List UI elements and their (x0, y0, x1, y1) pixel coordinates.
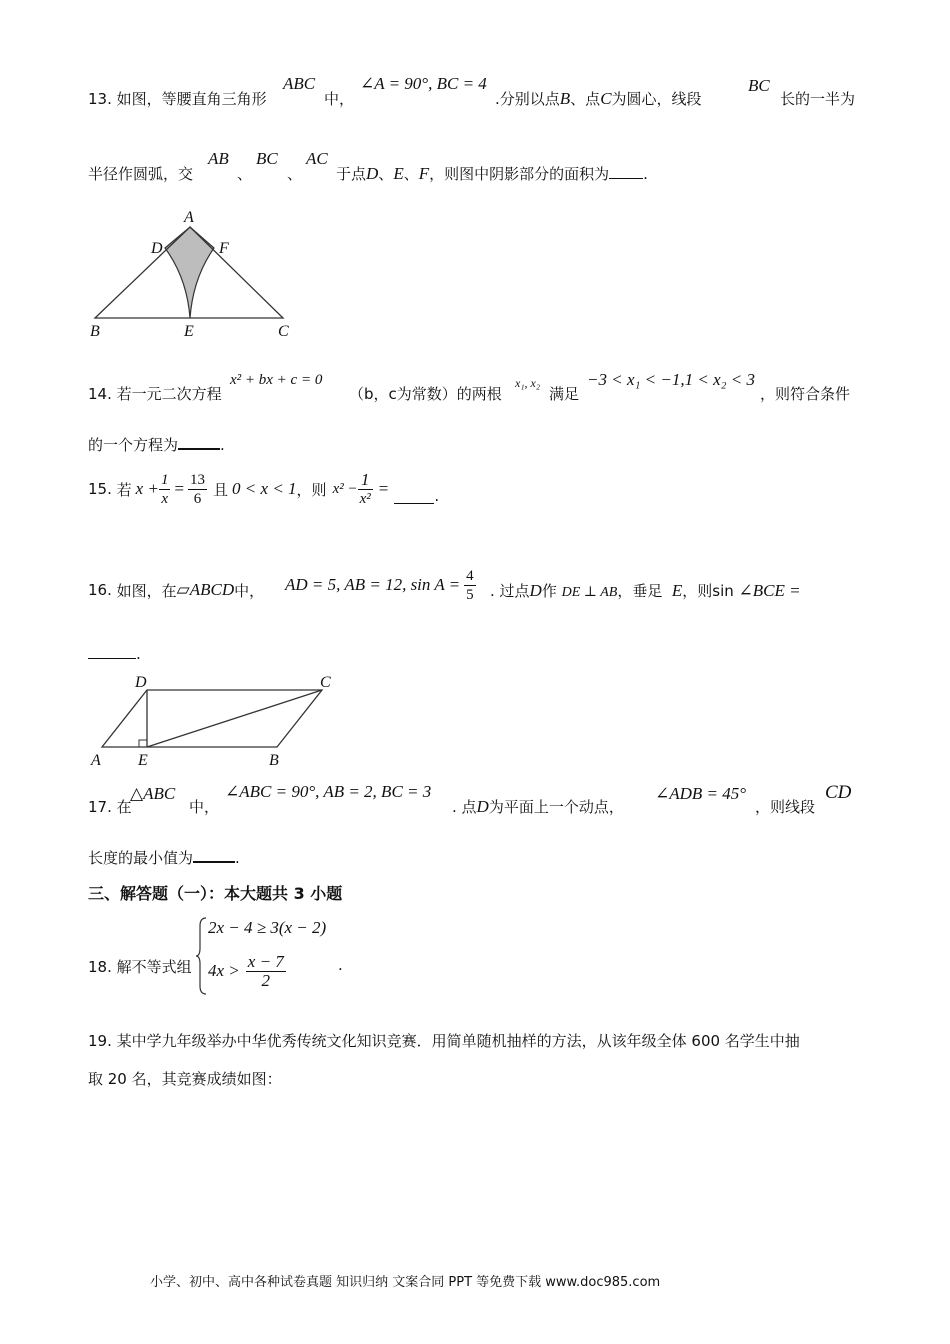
q13-condition: ∠A = 90°, BC = 4 (360, 74, 487, 93)
q13-text: 如图，等腰直角三角形 (116, 90, 267, 108)
q18-inequality-2: 4x > $\frac{x - 7}{2}$ (208, 951, 284, 990)
label-A: A (184, 209, 194, 226)
q14-answer-blank (178, 434, 220, 450)
q16-condition: AD = 5, AB = 12, sin A = $\frac{4}{5}$ (285, 567, 474, 603)
q14-roots: x₁, x₂ (515, 376, 540, 390)
q14-line1-start: 14. 若一元二次方程 (88, 385, 222, 403)
q16-right-angle-mark (139, 740, 147, 747)
label-F: F (219, 240, 229, 257)
q15-fraction-1-over-x: $\frac{1}{x}$ (160, 471, 169, 507)
q14-text3: 满足 (549, 385, 580, 403)
q17-text3: . 点D为平面上一个动点， (452, 797, 624, 816)
q17-condition: ∠ABC = 90°, AB = 2, BC = 3 (225, 782, 432, 801)
q14-text2: （b，c为常数）的两根 (349, 385, 502, 403)
q16-line1-rest: . 过点D作 DE ⊥ AB，垂足 E，则sin ∠BCE = (490, 581, 801, 600)
q17-cd: CD (825, 782, 852, 803)
q16-figure (88, 672, 348, 772)
q13-line1 (88, 88, 267, 109)
label-A: A (91, 752, 101, 769)
label-D: D (151, 240, 163, 257)
q15-line: 15. 若 x + $\frac{1}{x}$ = $\frac{13}{6}$ 且 0 < x < 1 ，则 x² − $\frac{1}{\text{x²}}$ = . (88, 469, 440, 507)
q13-number: 13. (88, 90, 112, 108)
q13-ab: AB (208, 149, 229, 168)
q13-bc2: BC (256, 149, 278, 168)
q17-answer-blank (193, 847, 235, 863)
q16-segment-ec (147, 690, 322, 747)
section-3-heading: 三、解答题（一）：本大题共 3 小题 (88, 884, 343, 903)
q13-text2: 中， (324, 90, 355, 108)
q15-fraction-1-over-x2: $\frac{1}{\text{x²}}$ (359, 469, 371, 507)
q13-line2-rest: 于点D、E、F，则图中阴影部分的面积为 . (336, 164, 648, 183)
q13-sep1: 、 (237, 165, 253, 183)
page-footer: 小学、初中、高中各种试卷真题 知识归纳 文案合同 PPT 等免费下载 www.doc985.com (150, 1275, 661, 1290)
q14-equation: x² + bx + c = 0 (230, 372, 323, 388)
q18-brace (196, 916, 208, 996)
q16-parallelogram (102, 690, 322, 747)
q16-fraction-4-over-5: $\frac{4}{5}$ (466, 567, 474, 603)
label-D: D (135, 674, 147, 691)
q16-answer-blank (88, 644, 136, 659)
label-E: E (184, 323, 194, 340)
q19-line1: 19. 某中学九年级举办中华优秀传统文化知识竞赛．用简单随机抽样的方法，从该年级全体 600 名学生中抽 (88, 1032, 800, 1050)
q14-text4: ，则符合条件 (760, 385, 851, 403)
q13-triangle-abc: ABC (283, 74, 316, 93)
q13-ac: AC (306, 149, 328, 168)
q13-shaded-region (165, 227, 214, 318)
q18-fraction: $\frac{x - 7}{2}$ (247, 951, 284, 990)
label-C: C (278, 323, 289, 340)
q14-line2: 的一个方程为 . (88, 436, 225, 454)
q16-line2: . (88, 644, 141, 663)
q13-sep2: 、 (287, 165, 303, 183)
q17-triangle: △ABC (130, 784, 176, 803)
q16-line1: 16. 如图，在 ▱ABCD 中， (88, 580, 265, 600)
q19-line2: 取 20 名，其竞赛成绩如图： (88, 1070, 282, 1088)
q13-text3: .分别以点B、点C为圆心，线段 (495, 89, 702, 108)
q15-answer-blank (394, 489, 434, 504)
q18-inequality-1: 2x − 4 ≥ 3(x − 2) (208, 918, 327, 937)
q13-text6: 长的一半为 (780, 90, 856, 108)
q14-condition: −3 < x₁ < −1,1 < x₂ < 3 (587, 370, 755, 389)
q13-line2: 半径作圆弧，交 (88, 165, 194, 183)
label-B: B (269, 752, 279, 769)
q17-angle: ∠ADB = 45° (655, 784, 747, 803)
q13-segment-bc: BC (748, 76, 770, 95)
q17-line2: 长度的最小值为 . (88, 849, 240, 867)
q17-text2: 中， (189, 798, 220, 816)
q13-figure (85, 205, 300, 340)
q13-answer-blank (609, 164, 643, 179)
label-E: E (138, 752, 148, 769)
q18-end: . (338, 956, 343, 974)
q17-text5: ，则线段 (755, 798, 816, 816)
label-B: B (90, 323, 100, 340)
q15-fraction-13-over-6: $\frac{13}{6}$ (190, 471, 206, 507)
q18-label: 18. 解不等式组 (88, 958, 192, 976)
q17-line1-start: 17. 在 (88, 798, 132, 816)
label-C: C (320, 674, 331, 691)
